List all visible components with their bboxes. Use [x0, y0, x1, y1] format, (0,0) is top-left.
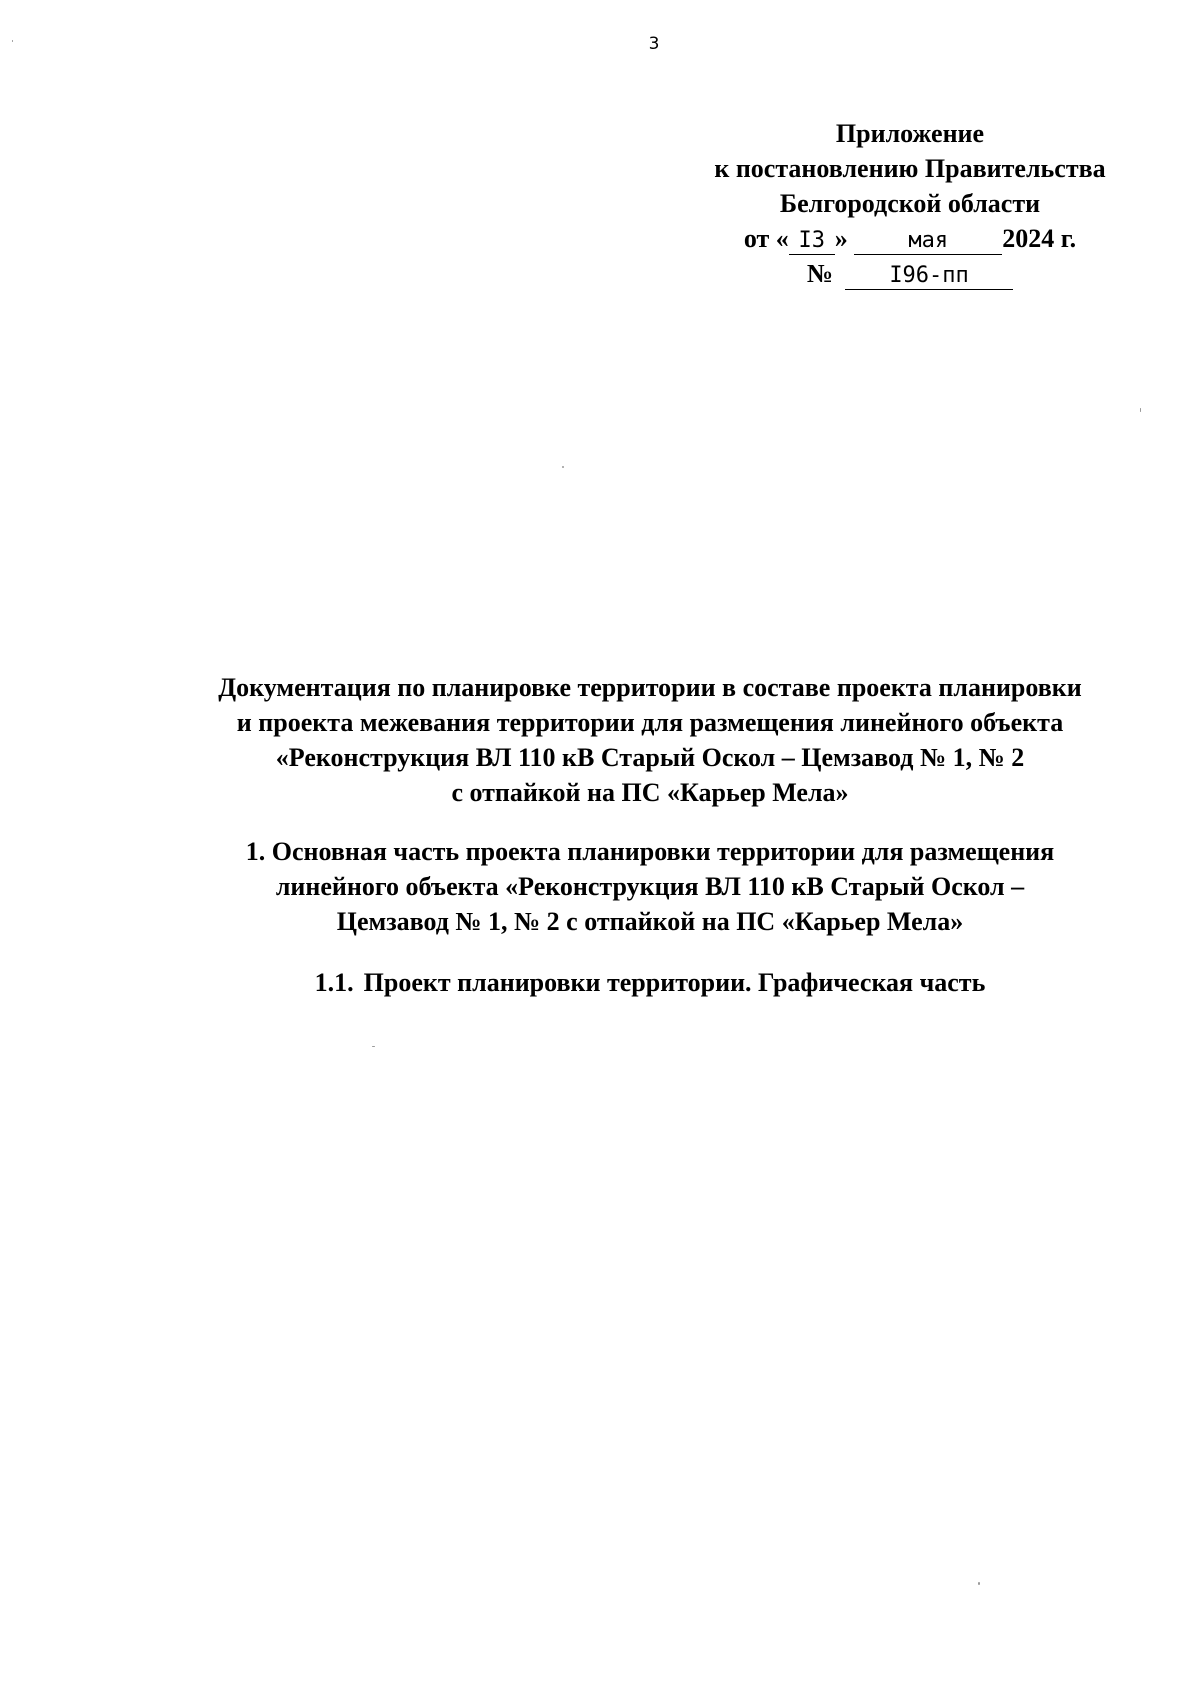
scan-speck — [562, 466, 564, 468]
appendix-number — [690, 256, 1130, 291]
appendix-region: Белгородской области — [779, 189, 1041, 218]
section-line-1: 1. Основная часть проекта планировки территории для размещения — [245, 837, 1055, 866]
section-heading — [170, 834, 1130, 939]
scan-speck — [12, 40, 13, 42]
subsection-text: Проект планировки территории. Графическая часть — [363, 968, 986, 997]
scan-speck — [1140, 408, 1141, 412]
number-field: I96-пп — [845, 263, 1013, 290]
appendix-header — [690, 116, 1130, 291]
date-suffix: 2024 г. — [1002, 224, 1077, 253]
appendix-title: Приложение — [835, 119, 985, 148]
date-mid: » — [834, 224, 848, 253]
number-sign: № — [806, 259, 834, 288]
scan-speck — [372, 1046, 375, 1047]
appendix-resolution: к постановлению Правительства — [714, 154, 1106, 183]
section-line-2: линейного объекта «Реконструкция ВЛ 110 кВ Старый Оскол – — [275, 872, 1025, 901]
scan-speck — [978, 1582, 980, 1585]
date-prefix: от « — [743, 224, 789, 253]
title-line-4: с отпайкой на ПС «Карьер Мела» — [451, 778, 849, 807]
title-line-2: и проекта межевания территории для размещения линейного объекта — [236, 708, 1064, 737]
appendix-date — [690, 221, 1130, 256]
subsection-heading — [170, 965, 1130, 1000]
date-month-field: мая — [854, 228, 1002, 255]
page-number: 3 — [648, 34, 660, 54]
title-line-1: Документация по планировке территории в составе проекта планировки — [218, 673, 1082, 702]
subsection-number: 1.1. — [314, 968, 354, 997]
section-line-3: Цемзавод № 1, № 2 с отпайкой на ПС «Карьер Мела» — [336, 907, 964, 936]
date-day-field: I3 — [789, 228, 835, 255]
document-title — [170, 670, 1130, 810]
title-line-3: «Реконструкция ВЛ 110 кВ Старый Оскол – Цемзавод № 1, № 2 — [275, 743, 1025, 772]
